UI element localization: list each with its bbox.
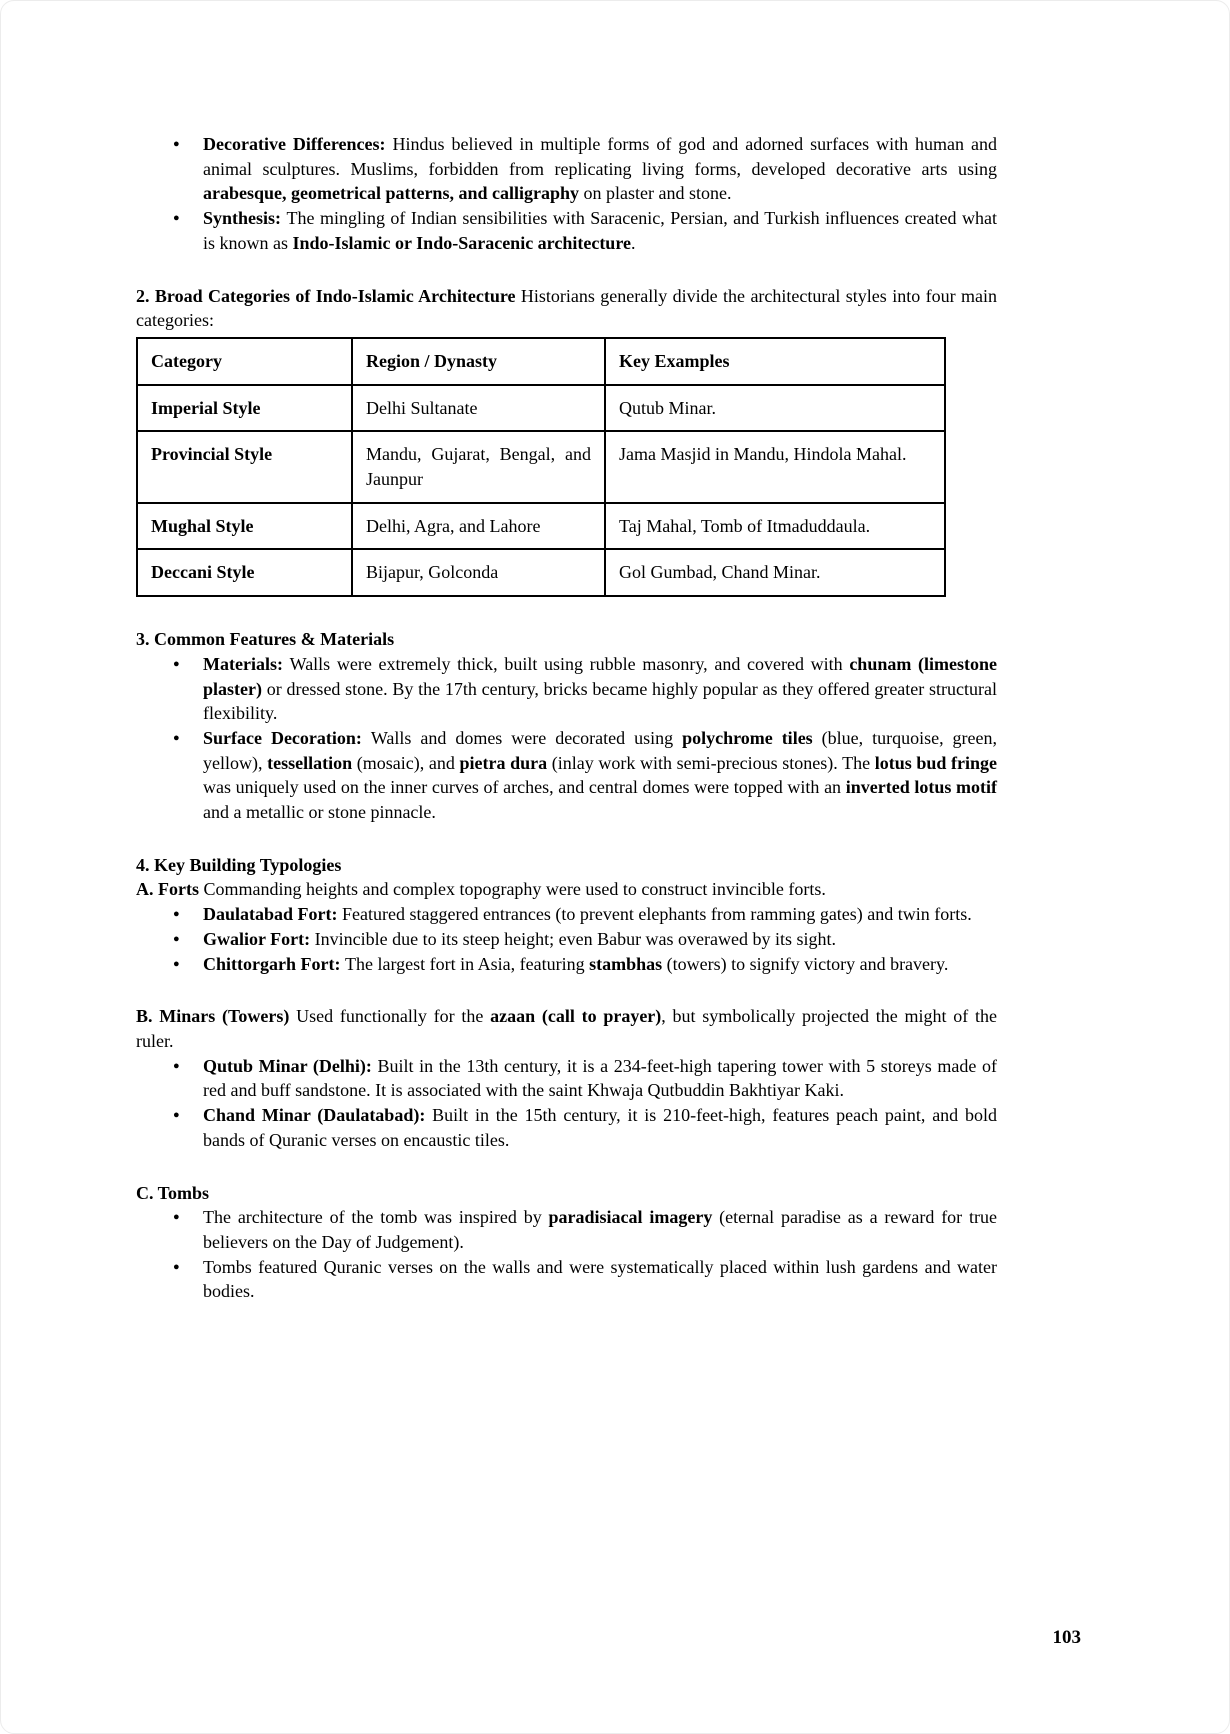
bullet-icon: ● [173,1260,180,1273]
table-cell-category: Mughal Style [137,503,352,550]
table-row [137,503,945,550]
table-row [137,549,945,596]
bullet-icon: ● [173,957,180,970]
tombs-bullet-list [136,1205,997,1304]
table-cell-category: Provincial Style [137,431,352,502]
section4-heading: 4. Key Building Typologies [136,854,342,875]
section2-heading: 2. Broad Categories of Indo-Islamic Architecture Historians generally divide the architectural styles into four main categories: [136,285,997,331]
list-item [136,132,997,206]
bullet-icon: ● [173,138,180,150]
forts-intro: A. Forts Commanding heights and complex topography were used to construct invincible forts. [136,879,826,900]
tombs-heading: C. Tombs [136,1182,210,1203]
list-item [136,1054,997,1103]
list-item [136,1255,997,1304]
table-row [137,385,945,432]
table-cell-examples: Taj Mahal, Tomb of Itmaduddaula. [605,503,945,550]
table-cell-region: Delhi, Agra, and Lahore [352,503,605,550]
intro-bullet-list [136,132,997,256]
list-item-text: Chand Minar (Daulatabad): Built in the 15th century, it is 210-feet-high, features peach paint, and bold bands of Quranic verses on encaustic tiles. [203,1105,997,1150]
table-cell-category: Imperial Style [137,385,352,432]
table-header-category: Category [137,338,352,385]
bullet-icon: ● [173,932,180,945]
list-item-text: Tombs featured Quranic verses on the walls and were systematically placed within lush gardens and water bodies. [203,1256,997,1302]
table-cell-examples: Qutub Minar. [605,385,945,432]
bullet-icon: ● [173,657,180,670]
list-item [136,726,997,825]
table-row [137,431,945,502]
list-item-text: Surface Decoration: Walls and domes were decorated using polychrome tiles (blue, turquoise, green, yellow), tessellation (mosaic), and pietra dura (inlay work with semi-precious stones). The lotus bud fringe was uniquely used on the inner curves of arches, and central domes were topped with an inverted lotus motif and a metallic or stone pinnacle. [203,727,998,823]
list-item [136,1205,997,1254]
bullet-icon: ● [173,1211,180,1224]
section3-bullet-list [136,652,997,825]
table-cell-examples: Jama Masjid in Mandu, Hindola Mahal. [605,431,945,502]
list-item [136,952,997,977]
list-item-text: Chittorgarh Fort: The largest fort in Asia, featuring stambhas (towers) to signify victory and bravery. [203,953,949,974]
bullet-icon: ● [173,1109,180,1122]
document-content [136,132,997,1304]
bullet-icon: ● [173,908,180,921]
list-item [136,902,997,927]
bullet-icon: ● [173,1059,180,1072]
categories-table [136,337,946,597]
bullet-icon: ● [173,731,180,744]
table-cell-category: Deccani Style [137,549,352,596]
table-cell-region: Bijapur, Golconda [352,549,605,596]
minars-bullet-list [136,1054,997,1153]
table-header-row [137,338,945,385]
table-header-region: Region / Dynasty [352,338,605,385]
page-number: 103 [1052,1627,1081,1648]
minars-intro: B. Minars (Towers) Used functionally for the azaan (call to prayer), but symbolically projected the might of the ruler. [136,1006,998,1051]
list-item-text: Gwalior Fort: Invincible due to its steep height; even Babur was overawed by its sight. [203,928,837,949]
bullet-icon: ● [173,212,180,225]
table-header-examples: Key Examples [605,338,945,385]
list-item [136,927,997,952]
section3-heading: 3. Common Features & Materials [136,629,395,650]
list-item [136,652,997,726]
table-cell-region: Mandu, Gujarat, Bengal, and Jaunpur [352,431,605,502]
forts-bullet-list [136,902,997,976]
list-item-text: Daulatabad Fort: Featured staggered entrances (to prevent elephants from ramming gates) and twin forts. [203,904,972,925]
list-item-text: The architecture of the tomb was inspired by paradisiacal imagery (eternal paradise as a reward for true believers on the Day of Judgement). [203,1207,997,1252]
list-item-text: Synthesis: The mingling of Indian sensibilities with Saracenic, Persian, and Turkish influences created what is known as Indo-Islamic or Indo-Saracenic architecture. [203,208,997,253]
table-cell-region: Delhi Sultanate [352,385,605,432]
list-item [136,1103,997,1152]
list-item [136,206,997,255]
list-item-text: Qutub Minar (Delhi): Built in the 13th century, it is a 234-feet-high tapering tower with 5 storeys made of red and buff sandstone. It is associated with the saint Khwaja Qutbuddin Bakhtiyar Kaki. [203,1055,997,1101]
list-item-text: Decorative Differences: Hindus believed in multiple forms of god and adorned surfaces with human and animal sculptures. Muslims, forbidden from replicating living forms, developed decorative arts using arabesque, geometrical patterns, and calligraphy on plaster and stone. [203,134,997,204]
table-cell-examples: Gol Gumbad, Chand Minar. [605,549,945,596]
list-item-text: Materials: Walls were extremely thick, built using rubble masonry, and covered with chunam (limestone plaster) or dressed stone. By the 17th century, bricks became highly popular as they offered greater structural flexibility. [203,653,997,724]
